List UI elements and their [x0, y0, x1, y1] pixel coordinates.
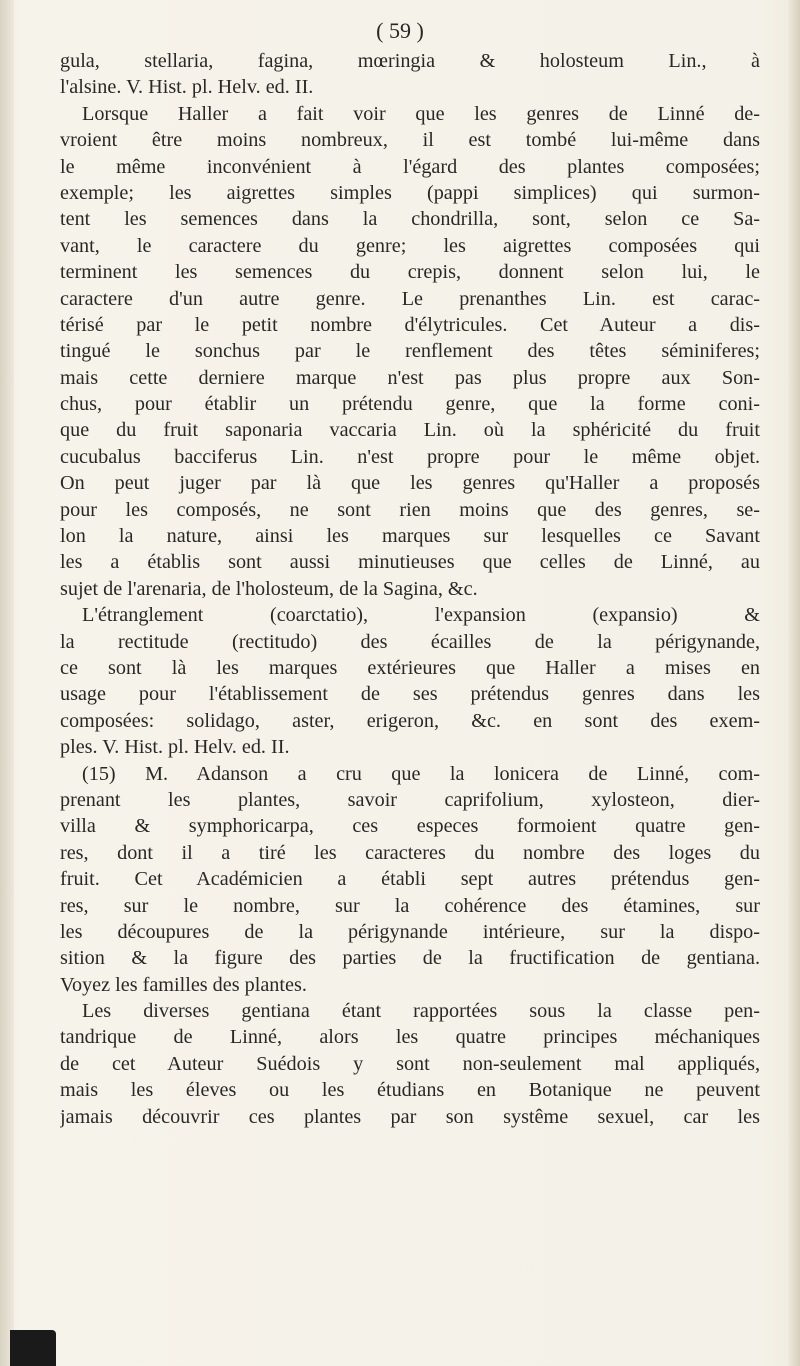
text-line: exemple; les aigrettes simples (pappi simplices) qui surmon-	[60, 181, 760, 204]
text-line: pour les composés, ne sont rien moins que des genres, se-	[60, 498, 760, 521]
text-line: le même inconvénient à l'égard des plantes composées;	[60, 155, 760, 178]
text-line: (15) M. Adanson a cru que la lonicera de Linné, com-	[82, 762, 760, 785]
text-line: térisé par le petit nombre d'élytricules. Cet Auteur a dis-	[60, 313, 760, 336]
text-line: tandrique de Linné, alors les quatre principes méchaniques	[60, 1026, 760, 1049]
text-line: caractere d'un autre genre. Le prenanthes Lin. est carac-	[60, 287, 760, 310]
text-line: la rectitude (rectitudo) des écailles de la périgynande,	[60, 630, 760, 653]
text-line: sujet de l'arenaria, de l'holosteum, de la Sagina, &c.	[60, 577, 478, 600]
page-right-edge	[788, 0, 800, 1366]
text-line: ples. V. Hist. pl. Helv. ed. II.	[60, 736, 290, 759]
page-left-edge	[0, 0, 14, 1366]
text-line: ce sont là les marques extérieures que Haller a mises en	[60, 656, 760, 679]
scan-corner-mark	[10, 1330, 56, 1366]
text-line: Voyez les familles des plantes.	[60, 973, 307, 996]
text-line: res, dont il a tiré les caracteres du nombre des loges du	[60, 841, 760, 864]
text-line: chus, pour établir un prétendu genre, que la forme coni-	[60, 393, 760, 416]
text-line: villa & symphoricarpa, ces especes formoient quatre gen-	[60, 815, 760, 838]
text-line: les a établis sont aussi minutieuses que celles de Linné, au	[60, 551, 760, 574]
page-number: ( 59 )	[376, 18, 424, 43]
text-line: mais cette derniere marque n'est pas plus propre aux Son-	[60, 366, 760, 389]
text-line: mais les éleves ou les étudians en Botanique ne peuvent	[60, 1079, 760, 1102]
text-line: que du fruit saponaria vaccaria Lin. où la sphéricité du fruit	[60, 419, 760, 442]
text-line: res, sur le nombre, sur la cohérence des étamines, sur	[60, 894, 760, 917]
text-line: lon la nature, ainsi les marques sur lesquelles ce Savant	[60, 525, 760, 548]
text-line: terminent les semences du crepis, donnent selon lui, le	[60, 261, 760, 284]
text-line: vroient être moins nombreux, il est tombé lui-même dans	[60, 129, 760, 152]
text-line: l'alsine. V. Hist. pl. Helv. ed. II.	[60, 76, 314, 99]
text-line: vant, le caractere du genre; les aigrettes composées qui	[60, 234, 760, 257]
text-line: cucubalus bacciferus Lin. n'est propre pour le même objet.	[60, 445, 760, 468]
text-line: gula, stellaria, fagina, mœringia & holosteum Lin., à	[60, 50, 760, 72]
text-line: de cet Auteur Suédois y sont non-seulement mal appliqués,	[60, 1052, 760, 1075]
text-line: les découpures de la périgynande intérieure, sur la dispo-	[60, 920, 760, 943]
text-line: tent les semences dans la chondrilla, sont, selon ce Sa-	[60, 208, 760, 231]
body-text	[60, 48, 760, 1130]
text-line: fruit. Cet Académicien a établi sept autres prétendus gen-	[60, 868, 760, 891]
text-line: L'étranglement (coarctatio), l'expansion (expansio) &	[82, 604, 760, 627]
text-line: Lorsque Haller a fait voir que les genres de Linné de-	[82, 102, 760, 125]
text-line: On peut juger par là que les genres qu'Haller a proposés	[60, 472, 760, 495]
text-line: usage pour l'établissement de ses prétendus genres dans les	[60, 683, 760, 706]
text-line: Les diverses gentiana étant rapportées sous la classe pen-	[82, 1000, 760, 1023]
text-line: jamais découvrir ces plantes par son systême sexuel, car les	[60, 1105, 760, 1128]
text-line: composées: solidago, aster, erigeron, &c. en sont des exem-	[60, 709, 760, 732]
text-line: prenant les plantes, savoir caprifolium, xylosteon, dier-	[60, 788, 760, 811]
text-line: tingué le sonchus par le renflement des têtes séminiferes;	[60, 340, 760, 363]
text-line: sition & la figure des parties de la fructification de gentiana.	[60, 947, 760, 970]
